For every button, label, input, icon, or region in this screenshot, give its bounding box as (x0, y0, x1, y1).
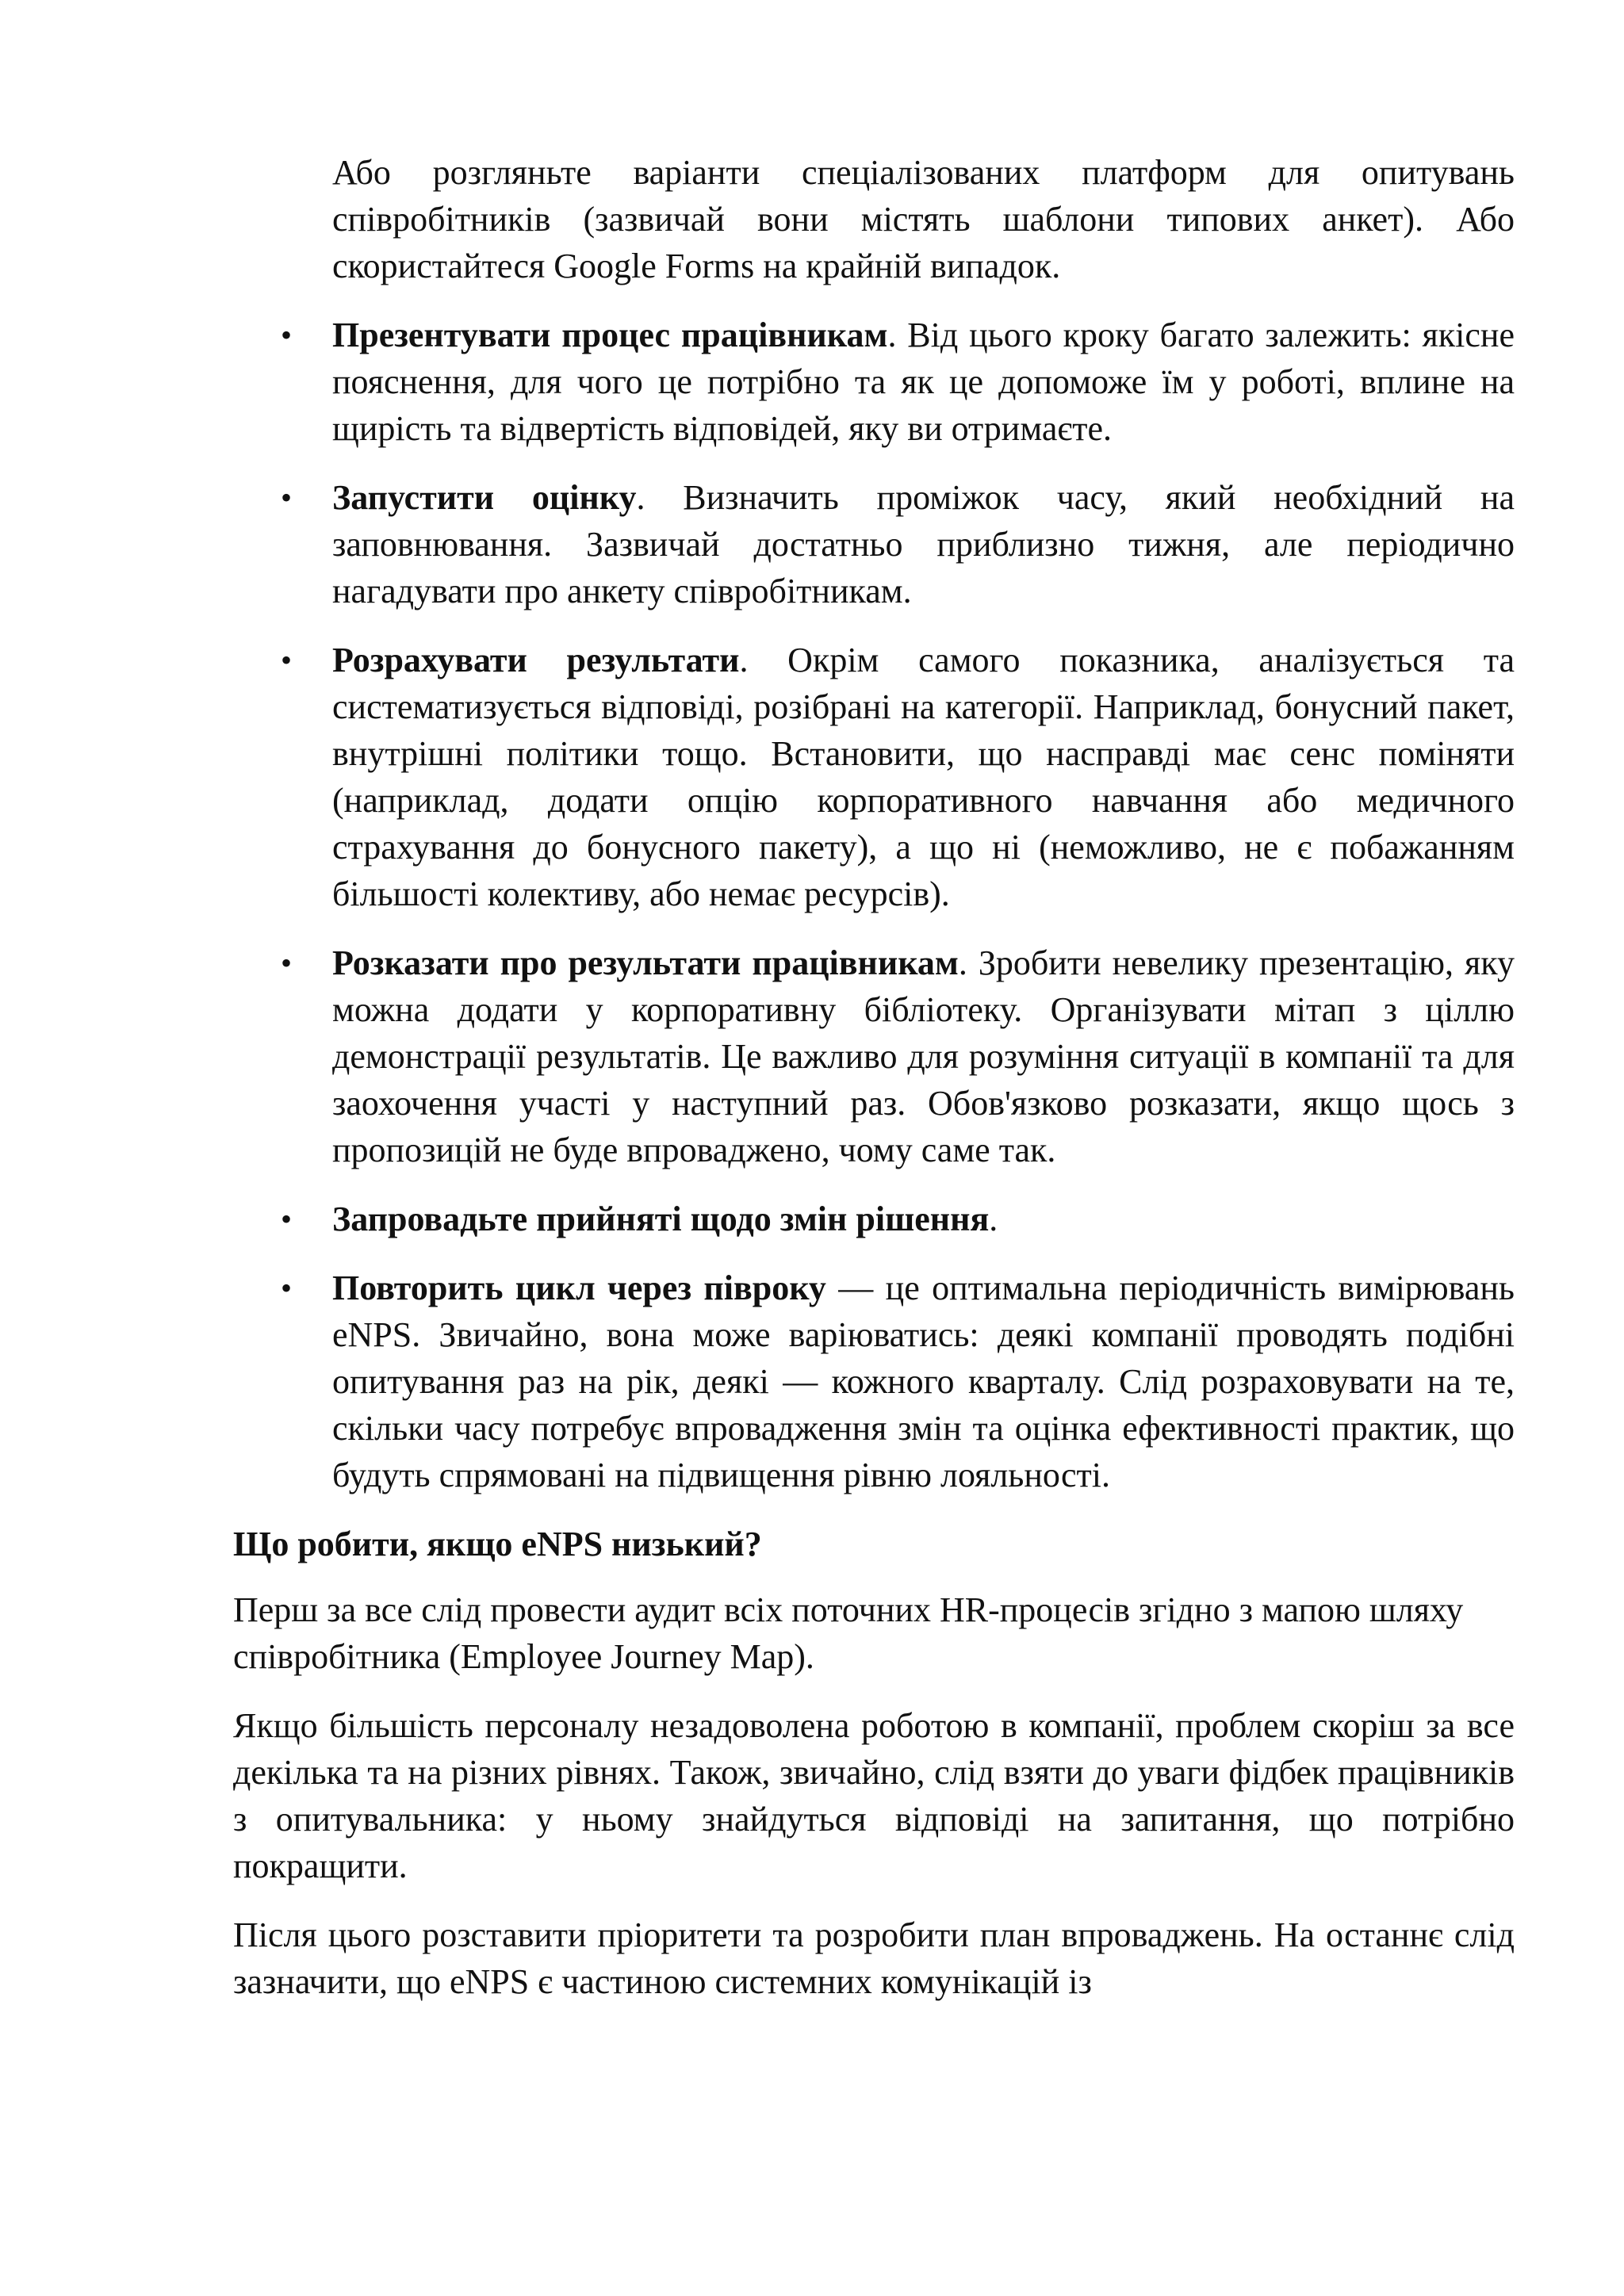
bullet-icon: • (281, 642, 293, 678)
step-title: Запустити оцінку (332, 478, 637, 517)
section-paragraph: Після цього розставити пріоритети та розробити план впроваджень. На останнє слід зазначити, що eNPS є частиною системних комунікацій із (233, 1915, 1515, 2001)
list-item (233, 939, 1515, 1173)
steps-list (233, 312, 1515, 1498)
step-text: . (989, 1200, 998, 1238)
list-item (233, 312, 1515, 452)
step-title: Презентувати процес працівникам (332, 316, 888, 354)
step-title: Запровадьте прийняті щодо змін рішення (332, 1200, 990, 1238)
bullet-icon: • (281, 1270, 293, 1306)
section-heading: Що робити, якщо eNPS низький? (233, 1525, 762, 1563)
page-content (233, 149, 1515, 2027)
section-paragraph: Якщо більшість персоналу незадоволена роботою в компанії, проблем скоріш за все декілька та на різних рівнях. Також, звичайно, слід взяти до уваги фідбек працівників з опитувальника: у ньому знайдуться відповіді на запитання, що потрібно покращити. (233, 1706, 1515, 1885)
bullet-icon: • (281, 1201, 293, 1237)
list-item (233, 474, 1515, 614)
step-text: . Визначить проміжок часу, який необхідний на заповнювання. Зазвичай достатньо приблизно тижня, але періодично нагадувати про анкету співробітникам. (332, 478, 1515, 610)
section-paragraph: Перш за все слід провести аудит всіх поточних HR-процесів згідно з мапою шляху співробітника (Employee Journey Map). (233, 1590, 1464, 1676)
list-item (233, 637, 1515, 917)
intro-paragraph: Або розгляньте варіанти спеціалізованих платформ для опитувань співробітників (зазвичай вони містять шаблони типових анкет). Або скористайтеся Google Forms на крайній випадок. (332, 153, 1515, 285)
step-title: Повторить цикл через півроку (332, 1269, 826, 1307)
list-item (233, 1265, 1515, 1498)
step-text: . Зробити невелику презентацію, яку можна додати у корпоративну бібліотеку. Організувати мітап з ціллю демонстрації результатів. Це важливо для розуміння ситуації в компанії та для заохочення участі у наступний раз. Обов'язково розказати, якщо щось з пропозицій не буде впроваджено, чому саме так. (332, 943, 1515, 1169)
step-text: . Окрім самого показника, аналізується та систематизується відповіді, розібрані на категорії. Наприклад, бонусний пакет, внутрішні політики тощо. Встановити, що насправді має сенс поміняти (наприклад, додати опцію корпоративного навчання або медичного страхування до бонусного пакету), а що ні (неможливо, не є побажанням більшості колективу, або немає ресурсів). (332, 641, 1515, 913)
step-title: Розрахувати результати (332, 641, 740, 679)
bullet-icon: • (281, 945, 293, 981)
step-title: Розказати про результати працівникам (332, 943, 959, 982)
step-text: . Від цього кроку багато залежить: якісне пояснення, для чого це потрібно та як це допоможе їм у роботі, вплине на щирість та відвертість відповідей, яку ви отримаєте. (332, 316, 1515, 448)
bullet-icon: • (281, 317, 293, 353)
bullet-icon: • (281, 480, 293, 515)
step-text: — це оптимальна періодичність вимірювань eNPS. Звичайно, вона може варіюватись: деякі компанії проводять подібні опитування раз на рік, деякі — кожного кварталу. Слід розраховувати на те, скільки часу потребує впровадження змін та оцінка ефективності практик, що будуть спрямовані на підвищення рівню лояльності. (332, 1269, 1515, 1494)
list-item (233, 1196, 1515, 1242)
